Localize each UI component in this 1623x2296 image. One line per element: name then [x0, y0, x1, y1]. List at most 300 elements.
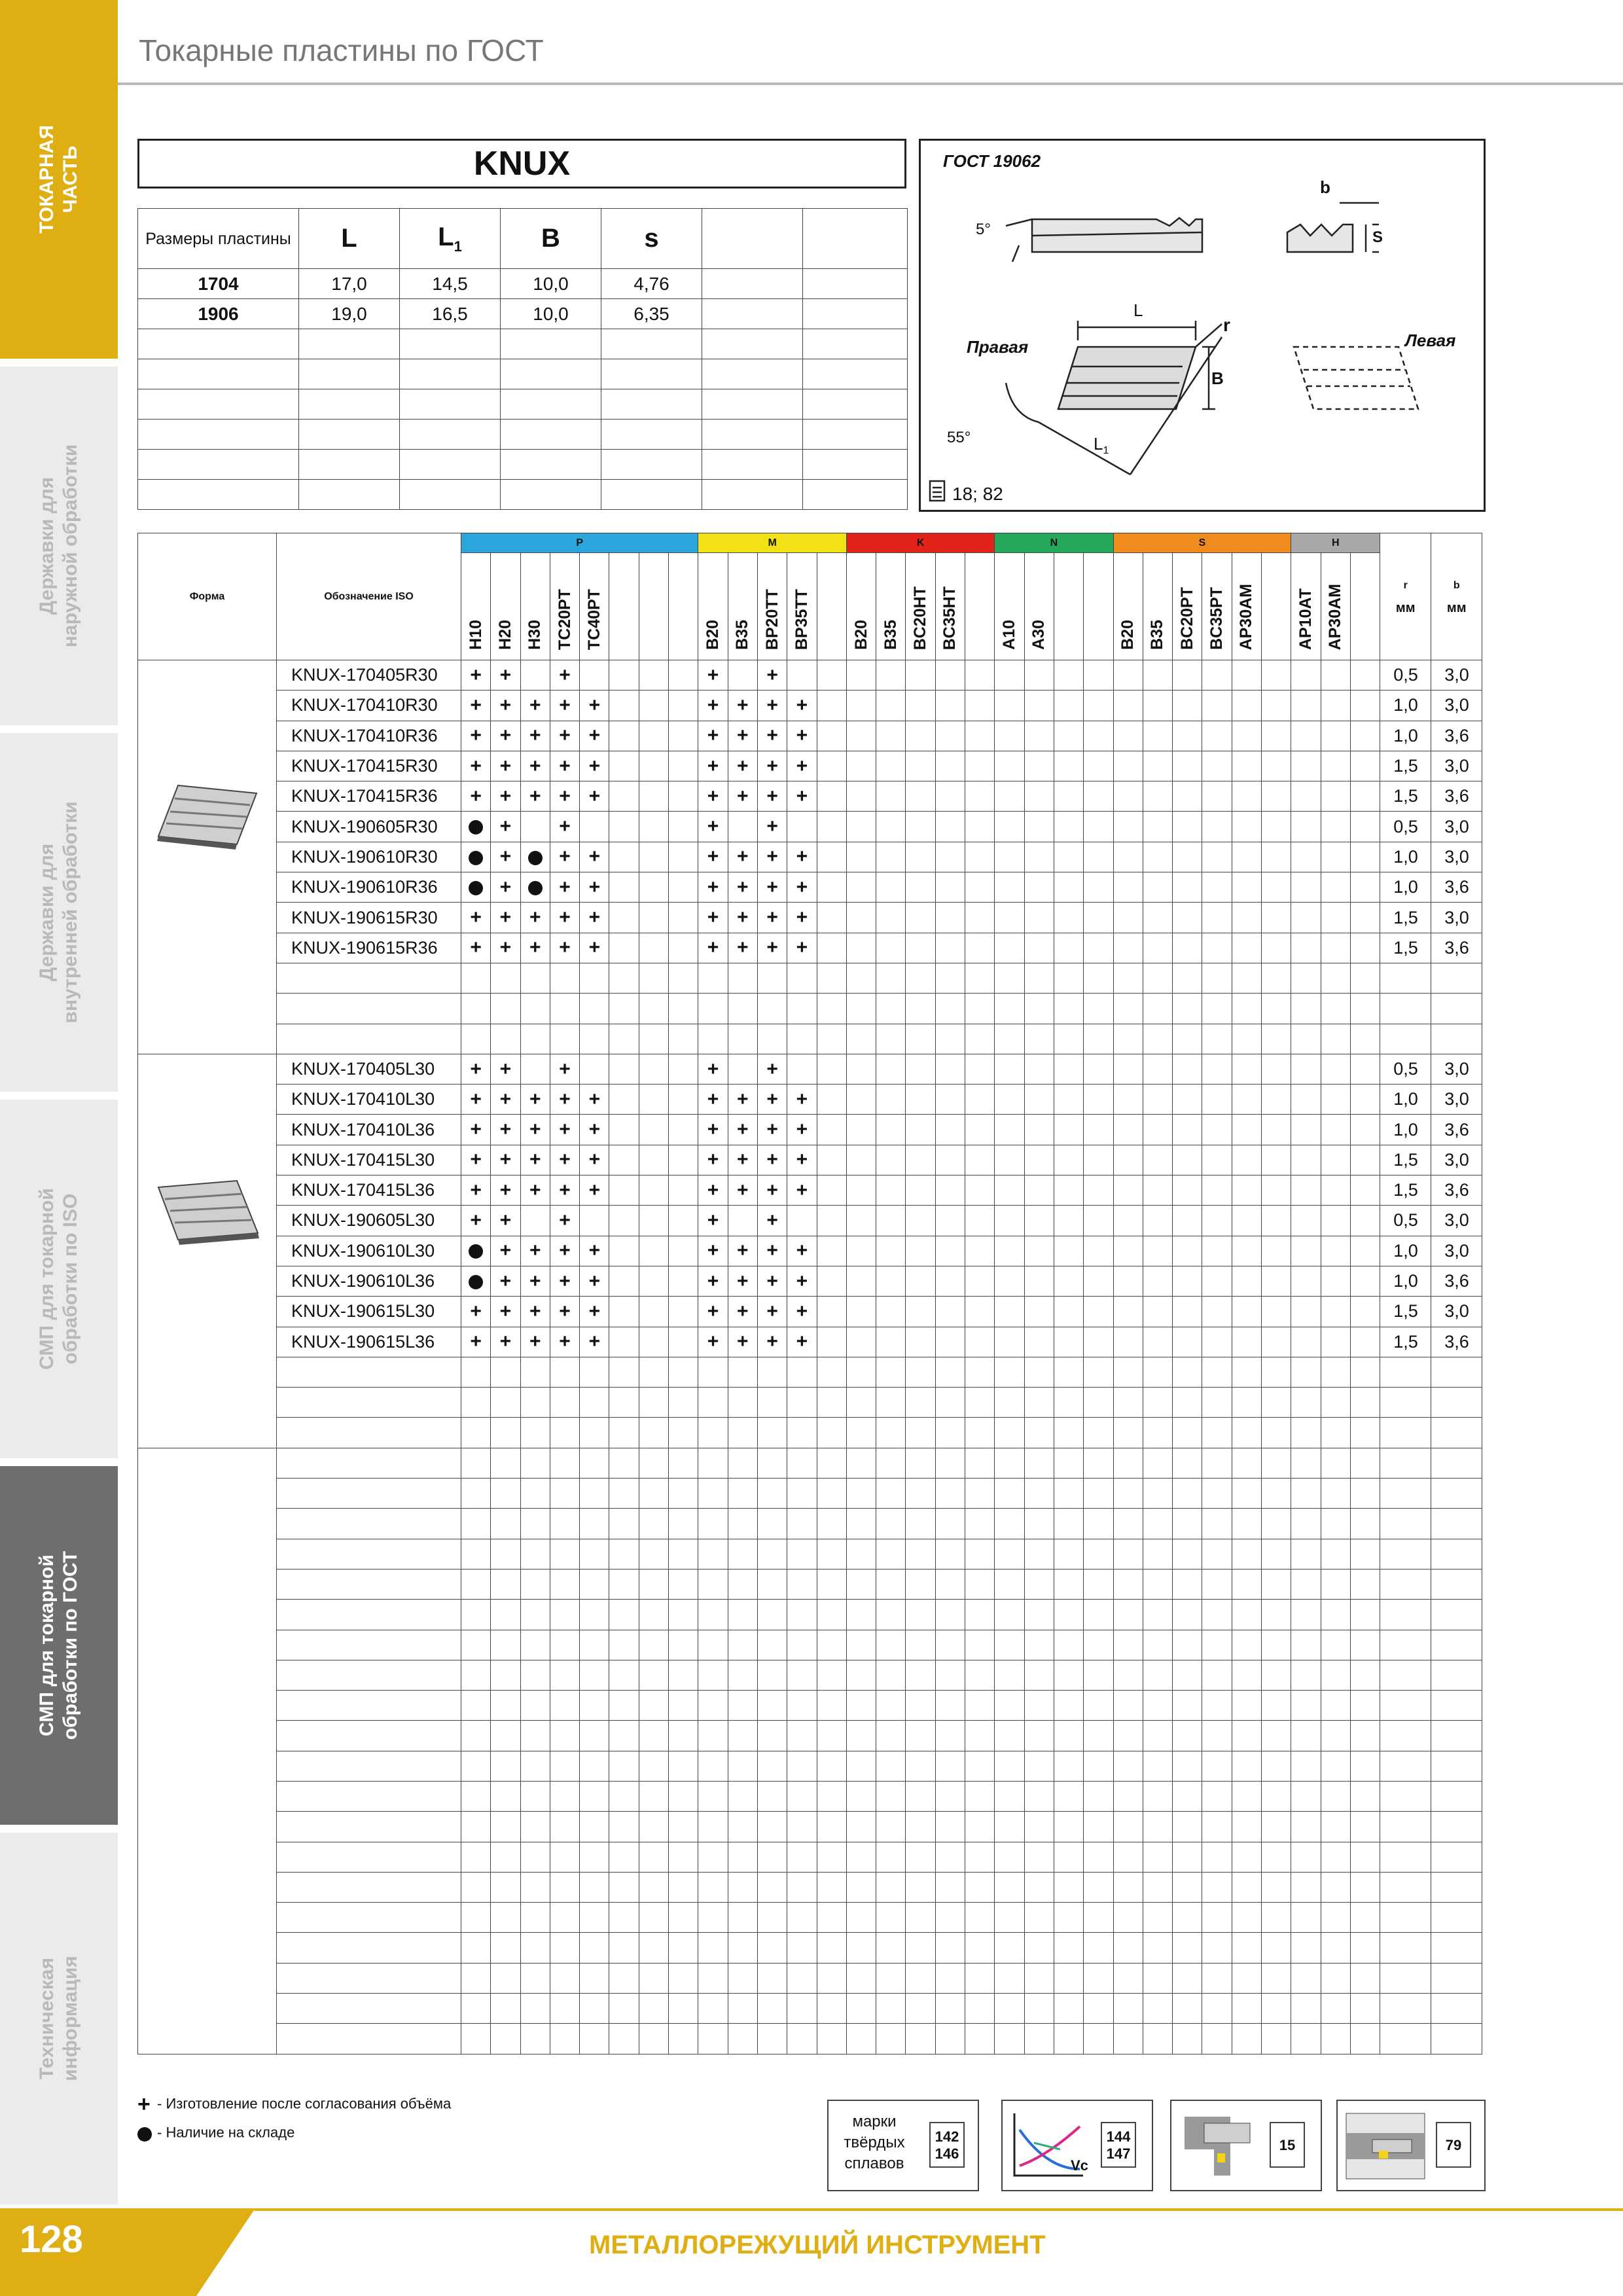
grade-mark [1054, 1691, 1083, 1721]
grade-mark [906, 1509, 935, 1539]
holder-reference[interactable] [1170, 2100, 1322, 2191]
grade-mark [1202, 1509, 1232, 1539]
grade-mark [1202, 1660, 1232, 1690]
grade-mark [757, 1448, 787, 1478]
grade-mark [1173, 1297, 1202, 1327]
insert-diagram [919, 139, 1486, 512]
grade-mark [1054, 1236, 1083, 1266]
grade-mark [1054, 994, 1083, 1024]
grade-mark: + [461, 1054, 491, 1084]
sidebar-tab-iso-inserts[interactable] [0, 1100, 118, 1462]
grade-mark [1143, 660, 1172, 691]
grade-mark [787, 660, 817, 691]
grade-mark [1321, 933, 1350, 963]
grade-mark [1232, 1145, 1261, 1175]
grade-mark [491, 994, 520, 1024]
grade-mark [787, 1024, 817, 1054]
table-row [138, 1994, 1482, 2024]
grade-mark [1291, 660, 1321, 691]
grade-mark: + [698, 721, 728, 751]
grade-mark [935, 1448, 965, 1478]
grade-mark [639, 781, 668, 812]
width-value [1431, 1388, 1482, 1418]
grade-mark [1291, 1327, 1321, 1357]
grade-mark [965, 1327, 995, 1357]
grade-mark [757, 1751, 787, 1781]
grade-mark [995, 1357, 1024, 1387]
grade-mark [1113, 872, 1143, 903]
grade-mark [817, 1933, 846, 1963]
grade-mark [1262, 1963, 1291, 1993]
grade-mark [995, 1206, 1024, 1236]
grade-mark: + [757, 721, 787, 751]
grade-mark [1084, 1115, 1113, 1145]
insert-designation [277, 1479, 461, 1509]
grade-mark [1084, 660, 1113, 691]
dim-size-name: 1704 [138, 269, 299, 299]
grade-mark [1054, 933, 1083, 963]
grade-mark: + [550, 933, 579, 963]
grade-mark [906, 1872, 935, 1902]
grade-mark [906, 1539, 935, 1569]
grade-mark: + [728, 1236, 757, 1266]
grade-mark [995, 933, 1024, 963]
grade-mark: + [550, 872, 579, 903]
grade-mark: + [520, 1236, 550, 1266]
grade-mark [520, 1479, 550, 1509]
insert-form-left [138, 1054, 277, 1448]
grade-mark [965, 1872, 995, 1902]
grade-mark [669, 933, 698, 963]
grade-mark: + [491, 1145, 520, 1175]
grade-mark [846, 1994, 876, 2024]
grade-mark [846, 1751, 876, 1781]
grade-mark [1350, 1388, 1380, 1418]
grade-mark [1024, 1418, 1054, 1448]
grade-mark [461, 1751, 491, 1781]
table-row [138, 1388, 1482, 1418]
grade-mark [1084, 1569, 1113, 1599]
radius-value [1380, 1388, 1431, 1418]
grade-mark: + [550, 1327, 579, 1357]
grade-mark [609, 1569, 639, 1599]
grade-mark [580, 1812, 609, 1842]
grade-mark [906, 1145, 935, 1175]
angle-5-label: 5° [976, 221, 991, 238]
grade-mark [906, 1236, 935, 1266]
grade-mark [1232, 1903, 1261, 1933]
grade-mark [1262, 994, 1291, 1024]
radius-value: 1,0 [1380, 691, 1431, 721]
grade-mark: + [461, 1327, 491, 1357]
grade-mark [1173, 1630, 1202, 1660]
grade-mark [876, 1963, 906, 1993]
sidebar-tab-gost-inserts[interactable] [0, 1466, 118, 1829]
grade-mark [906, 1085, 935, 1115]
grade-mark: + [550, 781, 579, 812]
grade-mark [876, 1569, 906, 1599]
grade-header [935, 553, 965, 660]
grade-mark: + [757, 1297, 787, 1327]
grade-mark [550, 1600, 579, 1630]
dim-header-L1-sub: 1 [454, 238, 462, 255]
grade-mark [461, 1024, 491, 1054]
grade-mark [1173, 1357, 1202, 1387]
grade-mark [580, 1569, 609, 1599]
grade-header [995, 553, 1024, 660]
grade-mark [1232, 781, 1261, 812]
grade-mark [935, 1297, 965, 1327]
sidebar-tab-turning[interactable] [0, 0, 118, 363]
grade-mark [669, 1994, 698, 2024]
grade-mark [698, 1721, 728, 1751]
grade-mark [609, 1054, 639, 1084]
grade-mark [876, 903, 906, 933]
grade-mark [1084, 1600, 1113, 1630]
grade-mark [1350, 1963, 1380, 1993]
grade-mark [757, 1630, 787, 1660]
grade-mark [1143, 1963, 1172, 1993]
grade-mark [1321, 1933, 1350, 1963]
grade-mark [787, 1660, 817, 1690]
grade-mark [491, 1448, 520, 1478]
cutting-speed-reference[interactable] [1001, 2100, 1153, 2191]
grade-mark [1232, 1933, 1261, 1963]
grade-mark [817, 1812, 846, 1842]
grades-reference[interactable] [827, 2100, 979, 2191]
grade-mark [1262, 1357, 1291, 1387]
insert-designation: KNUX-170410L30 [277, 1085, 461, 1115]
grade-mark [1143, 1751, 1172, 1781]
grade-mark [1202, 872, 1232, 903]
grade-mark [669, 751, 698, 781]
grade-mark: + [491, 1175, 520, 1206]
grade-mark [1054, 1903, 1083, 1933]
boring-reference[interactable] [1336, 2100, 1486, 2191]
grade-mark [1024, 1812, 1054, 1842]
b-unit-label: мм [1446, 600, 1467, 615]
grade-mark [580, 1539, 609, 1569]
grade-mark: + [757, 1175, 787, 1206]
holder-reference-page: 15 [1270, 2122, 1305, 2168]
grade-mark [965, 1206, 995, 1236]
sidebar-tab-external-holders[interactable] [0, 367, 118, 729]
grade-mark [1024, 1933, 1054, 1963]
grade-mark: + [787, 1085, 817, 1115]
grade-mark [1143, 1418, 1172, 1448]
grade-mark [1350, 1842, 1380, 1872]
grade-mark: + [787, 1115, 817, 1145]
grade-mark [817, 1175, 846, 1206]
grade-mark [461, 1266, 491, 1296]
table-row [138, 1024, 1482, 1054]
grade-mark [846, 1448, 876, 1478]
grade-mark [1113, 1660, 1143, 1690]
insert-designation: KNUX-170410R30 [277, 691, 461, 721]
grade-mark [639, 903, 668, 933]
grade-mark [1143, 1842, 1172, 1872]
grade-mark [876, 1600, 906, 1630]
grade-mark [639, 1630, 668, 1660]
grade-mark [995, 994, 1024, 1024]
grade-mark [580, 1388, 609, 1418]
radius-value [1380, 1509, 1431, 1539]
grade-mark [550, 1388, 579, 1418]
width-value: 3,6 [1431, 1266, 1482, 1296]
grade-mark [1024, 1872, 1054, 1902]
insert-designation [277, 1751, 461, 1781]
grade-mark: + [550, 1145, 579, 1175]
grade-mark [1232, 1751, 1261, 1781]
grade-mark [1143, 1085, 1172, 1115]
grade-mark [1143, 1994, 1172, 2024]
grade-mark [1262, 1751, 1291, 1781]
grade-mark [1173, 1721, 1202, 1751]
grade-mark [1173, 963, 1202, 993]
grade-mark [1173, 1388, 1202, 1418]
grade-mark [1232, 1812, 1261, 1842]
grade-mark [1262, 1660, 1291, 1690]
grade-mark [491, 1721, 520, 1751]
grade-mark [995, 1479, 1024, 1509]
grade-mark [580, 994, 609, 1024]
grade-mark [1321, 1388, 1350, 1418]
header-divider [118, 82, 1623, 85]
width-value [1431, 1479, 1482, 1509]
grade-mark: + [757, 842, 787, 872]
grade-mark [995, 1054, 1024, 1084]
radius-value [1380, 1933, 1431, 1963]
grade-mark [728, 1448, 757, 1478]
grade-mark [1321, 1175, 1350, 1206]
grade-mark [639, 721, 668, 751]
grade-mark [609, 1660, 639, 1690]
grade-mark [520, 1812, 550, 1842]
grade-mark [906, 660, 935, 691]
grade-mark [817, 1054, 846, 1084]
grade-mark: + [698, 751, 728, 781]
width-value [1431, 1539, 1482, 1569]
grade-mark [491, 1872, 520, 1902]
grade-mark [1054, 691, 1083, 721]
grade-header [1232, 553, 1261, 660]
insert-designation: KNUX-190610R30 [277, 842, 461, 872]
grade-mark [1291, 994, 1321, 1024]
grade-mark [965, 1418, 995, 1448]
grade-mark [550, 1933, 579, 1963]
grade-mark [1262, 1236, 1291, 1266]
grade-mark: + [757, 1206, 787, 1236]
grade-mark: + [787, 721, 817, 751]
grade-mark [491, 1781, 520, 1811]
grade-mark: + [580, 1266, 609, 1296]
grade-name: BC20HT [911, 586, 930, 650]
page-number: 128 [20, 2218, 83, 2261]
grade-mark [1350, 842, 1380, 872]
grade-mark: + [787, 842, 817, 872]
grade-mark [580, 1509, 609, 1539]
grade-mark [580, 1721, 609, 1751]
grade-mark [1232, 660, 1261, 691]
grade-mark [669, 812, 698, 842]
grade-mark [1350, 1266, 1380, 1296]
grade-mark [639, 1175, 668, 1206]
grade-mark [1113, 812, 1143, 842]
grade-mark: + [580, 933, 609, 963]
insert-designation [277, 1812, 461, 1842]
grade-mark [1143, 1297, 1172, 1327]
grade-mark [520, 1024, 550, 1054]
grade-mark [1173, 1479, 1202, 1509]
radius-value [1380, 994, 1431, 1024]
grade-mark [1143, 1812, 1172, 1842]
grade-mark [491, 1842, 520, 1872]
grade-mark [1232, 1206, 1261, 1236]
right-hand-label: Правая [967, 337, 1029, 357]
grade-mark [965, 994, 995, 1024]
grade-mark [787, 1781, 817, 1811]
grade-mark [757, 1994, 787, 2024]
dimensions-header-label: Размеры пластины [138, 209, 299, 269]
grade-mark [639, 1236, 668, 1266]
grade-mark: + [787, 691, 817, 721]
grade-mark [846, 781, 876, 812]
grade-mark: + [520, 1297, 550, 1327]
grade-mark [669, 1115, 698, 1145]
grade-mark [669, 1660, 698, 1690]
grade-mark [1232, 1236, 1261, 1266]
grade-mark [580, 1448, 609, 1478]
width-value: 3,6 [1431, 1327, 1482, 1357]
grade-mark: + [520, 751, 550, 781]
table-row [138, 1903, 1482, 1933]
grade-mark: + [550, 1115, 579, 1145]
grade-mark [846, 994, 876, 1024]
grade-mark [728, 2024, 757, 2054]
grade-mark [1173, 1145, 1202, 1175]
grade-mark: + [520, 1327, 550, 1357]
grades-reference-label: марки твёрдых сплавов [844, 2113, 905, 2172]
grade-mark [609, 1297, 639, 1327]
insert-designation: KNUX-170405R30 [277, 660, 461, 691]
grade-mark [580, 1630, 609, 1660]
grade-mark [757, 1569, 787, 1599]
grade-mark [1262, 751, 1291, 781]
grade-mark [876, 1751, 906, 1781]
grade-mark [1113, 1327, 1143, 1357]
grade-mark [935, 1872, 965, 1902]
grade-mark [639, 751, 668, 781]
sidebar-tab-internal-holders[interactable] [0, 733, 118, 1096]
insert-drawing [921, 141, 1484, 510]
grade-mark [787, 2024, 817, 2054]
grade-mark [1024, 1145, 1054, 1175]
dim-L1-value: 16,5 [400, 299, 501, 329]
grade-mark [1143, 933, 1172, 963]
grade-mark [787, 1448, 817, 1478]
radius-value: 1,5 [1380, 903, 1431, 933]
dim-B-value: 10,0 [501, 269, 601, 299]
grade-mark [639, 1388, 668, 1418]
grade-mark [1321, 721, 1350, 751]
grade-mark [787, 1812, 817, 1842]
grade-mark: + [728, 872, 757, 903]
grade-mark [846, 812, 876, 842]
grade-mark [728, 1933, 757, 1963]
grade-mark [1054, 660, 1083, 691]
grade-mark [1202, 1388, 1232, 1418]
grade-mark [609, 1388, 639, 1418]
grade-mark [1173, 1448, 1202, 1478]
grade-mark [995, 842, 1024, 872]
grade-mark [935, 1903, 965, 1933]
width-value [1431, 1812, 1482, 1842]
grade-mark [1350, 1175, 1380, 1206]
grade-mark [1054, 1569, 1083, 1599]
grade-mark: + [520, 721, 550, 751]
grade-mark [995, 1781, 1024, 1811]
grade-mark [1054, 1024, 1083, 1054]
grade-mark [1350, 1357, 1380, 1387]
table-row [138, 1569, 1482, 1599]
sidebar-tab-technical-info[interactable] [0, 1833, 118, 2208]
material-group-row [138, 533, 1482, 553]
grade-mark [1084, 1206, 1113, 1236]
grade-mark [906, 1479, 935, 1509]
vc-label: Vc [1071, 2157, 1088, 2174]
grade-mark [491, 1024, 520, 1054]
insert-designation [277, 1630, 461, 1660]
grade-mark [1143, 1691, 1172, 1721]
grade-mark [817, 721, 846, 751]
dim-B-value: 10,0 [501, 299, 601, 329]
grade-mark [995, 1933, 1024, 1963]
grade-mark [639, 1842, 668, 1872]
grade-mark [817, 1024, 846, 1054]
grade-mark [876, 1115, 906, 1145]
grade-mark [1113, 721, 1143, 751]
grade-mark [1054, 751, 1083, 781]
grade-mark [935, 1509, 965, 1539]
grade-mark [1084, 2024, 1113, 2054]
grade-mark [995, 1297, 1024, 1327]
grade-mark [1084, 1297, 1113, 1327]
table-row [138, 1327, 1482, 1357]
grade-mark [1321, 751, 1350, 781]
r-unit-label: мм [1395, 600, 1416, 615]
grade-mark [817, 1751, 846, 1781]
grade-header [1113, 553, 1143, 660]
grade-mark: + [698, 1206, 728, 1236]
grade-mark [580, 1781, 609, 1811]
grade-mark [698, 1994, 728, 2024]
grade-mark [757, 1812, 787, 1842]
grade-mark [757, 1963, 787, 1993]
insert-designation [277, 1660, 461, 1690]
grade-mark: + [491, 842, 520, 872]
grade-mark [1143, 872, 1172, 903]
grade-mark [1143, 1872, 1172, 1902]
grade-mark [846, 1357, 876, 1387]
grade-mark: + [757, 660, 787, 691]
grade-mark [817, 1721, 846, 1751]
grade-mark [550, 1448, 579, 1478]
width-value [1431, 1903, 1482, 1933]
grade-mark [876, 1418, 906, 1448]
grade-mark [1084, 1175, 1113, 1206]
grade-mark [1262, 1448, 1291, 1478]
grade-mark [1232, 1115, 1261, 1145]
